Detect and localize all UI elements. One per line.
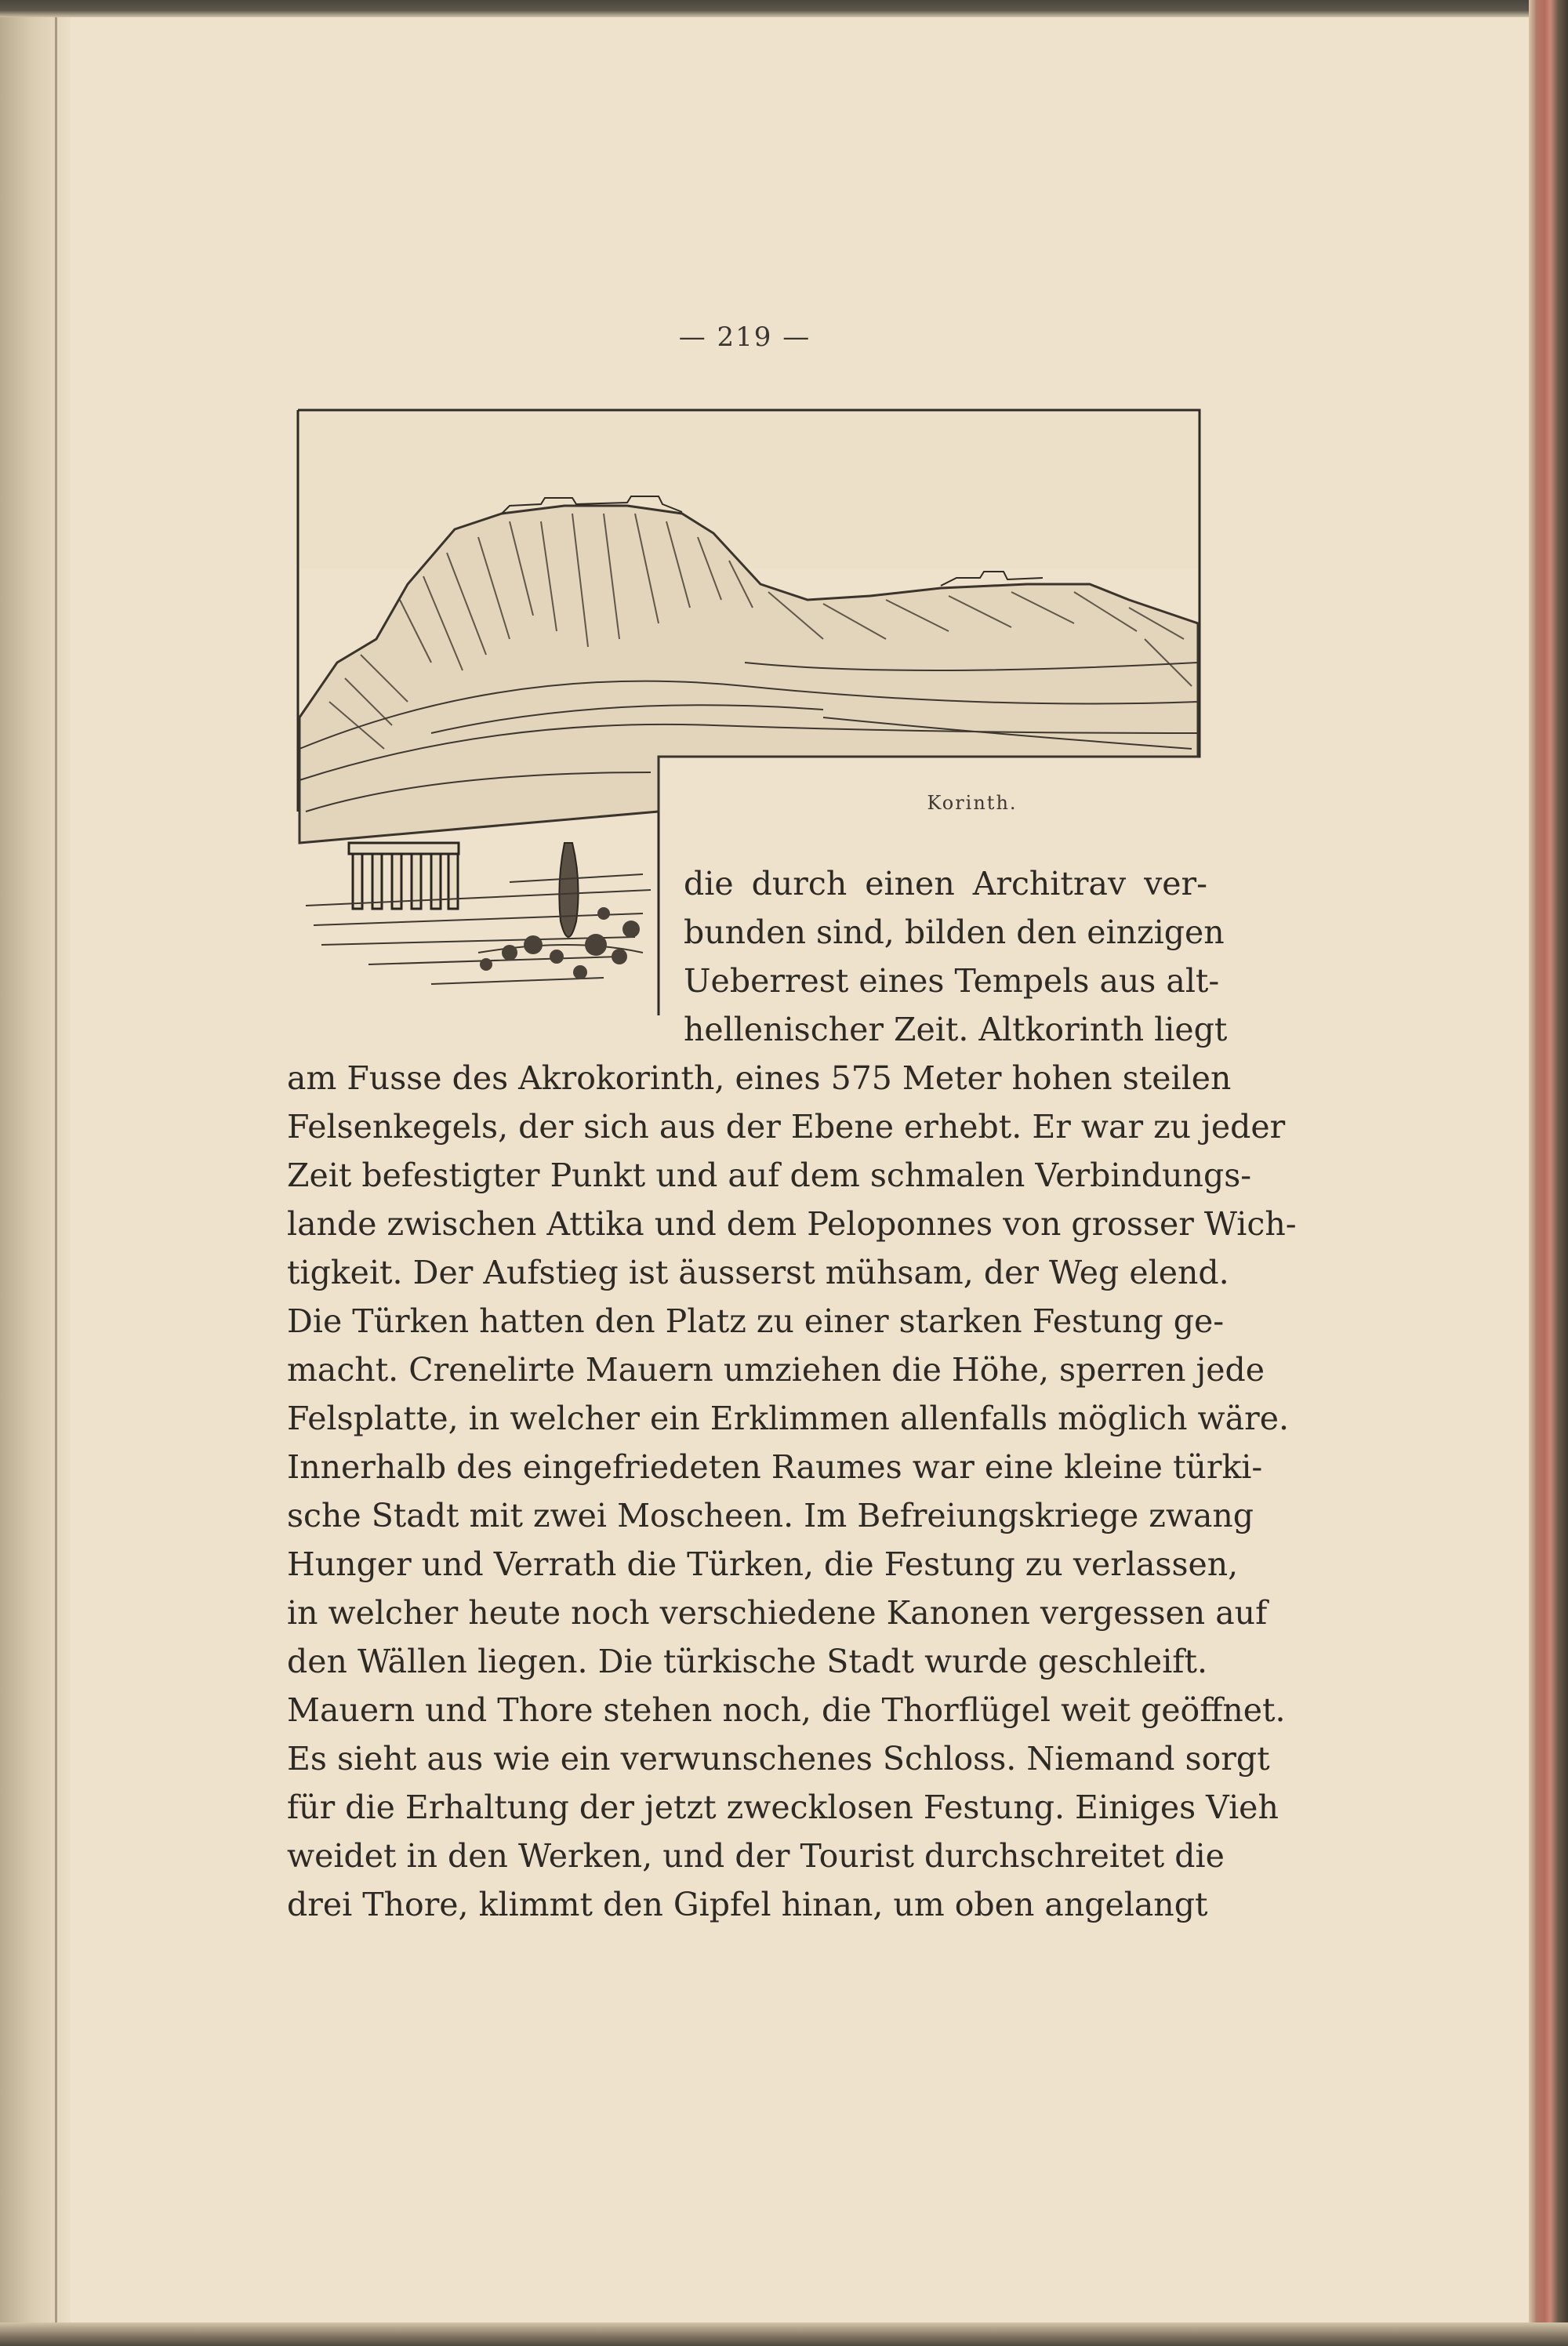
- text-line: sche Stadt mit zwei Moscheen. Im Befreiungskriege zwang: [287, 1497, 1254, 1534]
- binding-gutter: [0, 0, 71, 2346]
- page-top-edge: [0, 0, 1568, 17]
- text-line: den Wällen liegen. Die türkische Stadt wurde geschleift.: [287, 1643, 1207, 1680]
- text-line: macht. Crenelirte Mauern umziehen die Höhe, sperren jede: [287, 1351, 1265, 1389]
- text-line: in welcher heute noch verschiedene Kanonen vergessen auf: [287, 1594, 1268, 1632]
- text-line: drei Thore, klimmt den Gipfel hinan, um oben angelangt: [287, 1886, 1208, 1923]
- text-line: Felsenkegels, der sich aus der Ebene erhebt. Er war zu jeder: [287, 1108, 1286, 1146]
- text-line: Felsplatte, in welcher ein Erklimmen allenfalls möglich wäre.: [287, 1400, 1289, 1437]
- binding-crease: [55, 0, 57, 2346]
- text-line: lande zwischen Attika und dem Peloponnes von grosser Wich-: [287, 1205, 1297, 1243]
- engraving-illustration: [274, 404, 1228, 1055]
- text-line: weidet in den Werken, und der Tourist durchschreitet die: [287, 1837, 1225, 1875]
- text-line: am Fusse des Akrokorinth, eines 575 Meter hohen steilen: [287, 1059, 1232, 1097]
- text-line: Zeit befestigter Punkt und auf dem schmalen Verbindungs-: [287, 1157, 1252, 1194]
- book-cover-edge: [1529, 0, 1568, 2346]
- text-line: Ueberrest eines Tempels aus alt-: [684, 962, 1220, 1000]
- text-line: Es sieht aus wie ein verwunschenes Schloss. Niemand sorgt: [287, 1740, 1270, 1778]
- text-line: Die Türken hatten den Platz zu einer starken Festung ge-: [287, 1302, 1225, 1340]
- text-line: die durch einen Architrav ver-: [684, 865, 1207, 902]
- text-line: Innerhalb des eingefriedeten Raumes war eine kleine türki-: [287, 1448, 1263, 1486]
- acrocorinth-engraving: [274, 404, 1228, 1055]
- text-line: Mauern und Thore stehen noch, die Thorflügel weit geöffnet.: [287, 1691, 1286, 1729]
- text-line: tigkeit. Der Aufstieg ist äusserst mühsam, der Weg elend.: [287, 1254, 1229, 1291]
- text-line: Hunger und Verrath die Türken, die Festung zu verlassen,: [287, 1545, 1239, 1583]
- page-number: — 219 —: [678, 321, 811, 353]
- figure-caption: Korinth.: [927, 792, 1018, 814]
- text-line: hellenischer Zeit. Altkorinth liegt: [684, 1011, 1228, 1048]
- page-bottom-edge: [0, 2322, 1568, 2346]
- text-line: bunden sind, bilden den einzigen: [684, 913, 1225, 951]
- text-line: für die Erhaltung der jetzt zwecklosen Festung. Einiges Vieh: [287, 1789, 1279, 1826]
